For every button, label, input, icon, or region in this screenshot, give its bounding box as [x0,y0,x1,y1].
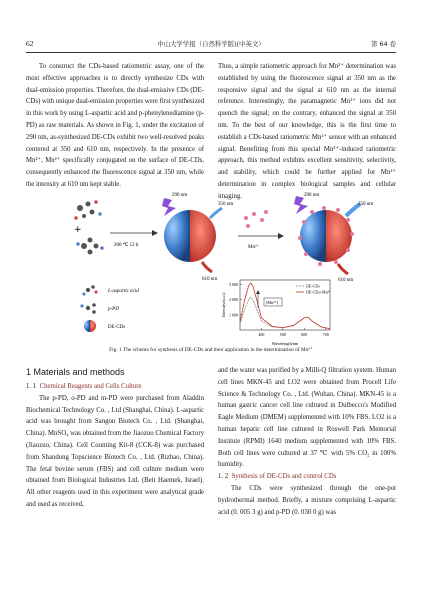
x-tick-label: 400 [258,332,265,337]
mn-annotation-label: [Mn²⁺] [266,300,279,305]
subsection-1-2-number: 1. 2 [218,473,229,481]
legend-series-decds-mn: DE-CDs+Mn²⁺ [306,289,331,295]
figure-1-scheme [40,188,390,348]
legend-series-decds: DE-CDs [306,283,320,289]
mn-arrow [238,233,284,239]
reaction-condition-label: 200 ℃ 12 h [114,243,139,248]
label-350-left: 350 nm [218,202,234,207]
legend-aspartic-label: L-aspartic acid [108,289,139,294]
intro-paragraph-right: Thus, a simple ratiometric approach for Mn²⁺ determination was established by using the fluorescence signal at 350 nm as the responsive signal and the signal at 610 nm as the internal reference. Interestingly, the paramagnetic Mn²⁺ ions did not quench the signal; on the contrary, enhanced the signal at 350 nm. To the best of our knowledge, this is the first time to establish a CDs-based ratiometric Mn²⁺ sensor with an enhanced signal. Benefiting from this special Mn²⁺-induced ratiometric approach, this method exhibits excellent sensitivity, selectivity, and stability, which could be further applied for Mn²⁺ determination in complex biological samples and cellular imaging. [218,63,396,200]
running-header [26,38,396,50]
figure-caption: Fig. 1 The scheme for synthesis of DE-CDs and their application in the determination of Mn²⁺ [109,347,313,353]
legend-decds-icon [84,320,96,332]
subsection-1-1-title [26,381,204,393]
de-cd-particle-left [164,210,216,262]
lightning-icon-right [294,196,308,214]
x-tick-label: 700 [322,332,329,337]
legend-ppd-icon [80,303,95,314]
x-tick-labels [258,328,328,337]
label-290-right: 290 nm [304,193,320,198]
x-tick-label: 500 [279,332,286,337]
methods-left-column [26,365,204,511]
legend-ppd-label: p-PD [108,307,119,312]
y-tick-label: 2 000 [229,297,238,303]
reaction-arrow [110,230,158,236]
legend-aspartic-icon [82,285,97,295]
section-title: 1 Materials and methods [26,367,125,377]
emission-spectrum-chart [221,280,331,346]
lightning-icon [162,198,176,216]
page-number: 62 [26,39,34,48]
header-rule [26,52,396,53]
label-350-right: 350 nm [358,202,374,207]
y-tick-label: 3 000 [229,282,238,288]
intro-left-column [26,61,204,191]
y-axis-label: Intensity/(a.u.) [221,292,226,318]
label-610-right: 610 nm [338,278,354,283]
label-290-left: 290 nm [172,193,188,198]
emission-arrow-red-icon [202,262,212,272]
volume-label: 第 64 卷 [371,40,396,48]
subsection-1-1-paragraph: The p-PD, o-PD and m-PD were purchased from Aladdin Biochemical Technology Co. , Ltd (Shanghai, China). L-aspartic acid was brought from Sangon Biotech Co. , Ltd. (Shanghai, China). MnSO₄ was obtained from the Jiaozuo Chemical Factory (Jiaozuo, China). Cell Counting Kit-8 (CCK-8) was purchased from Shandong Topscience Biotech Co. , Ltd. (Rizhao, China). The fetal bovine serum (FBS) and cell culture medium were obtained from Biological Industries Ltd. (Beit Haemek, Israel). All other reagents used in this experiment were analytical grade and used as received, [26,394,204,508]
legend-decds-label: DE-CDs [108,325,126,330]
journal-name: 中山大学学报（自然科学版)(中英文） [157,40,265,48]
label-610-left: 610 nm [202,277,218,282]
subsection-1-2-title [218,471,396,483]
x-tick-label: 600 [301,332,308,337]
subsection-1-2-paragraph: The CDs were synthesized through the one-pot hydrothermal method. Briefly, a mixture comprising L-aspartic acid (0. 005 3 g) and p-PD (0. 030 0 g) was [218,484,396,516]
mn-dots-group [244,210,268,228]
svg-text:+: + [74,225,82,235]
methods-right-column [218,365,396,518]
subsection-1-2-heading: Synthesis of DE-CDs and control CDs [231,473,337,481]
y-tick-label: 1 000 [229,312,238,318]
intro-paragraph-left: To construct the CDs-based ratiometric assay, one of the most effective approaches is to directly synthesize CDs with dual-emission properties. Therefore, the dual-emissive CDs (DE-CDs) with unique dual-emission properties were first synthesized in this work by using L-aspartic acid and p-phenylenediamine (p-PD) as raw materials. As shown in Fig. 1, under the excitation of 290 nm, as-synthesized DE-CDs exhibit two well-resolved peaks centered at 350 and 610 nm, respectively. In the presence of Mn²⁺, Mn²⁺ specifically conjugated on the surface of DE-CDs, consequently enhanced the fluorescence signal at 350 nm, while the intensity at 610 nm kept stable. [26,63,205,188]
precursor-molecules [74,200,104,254]
cell-lines-paragraph: and the water was purified by a Milli-Q filtration system. Human cell lines MKN-45 and LO2 were obtained from Procell Life Science & Technology Co. , Ltd. (Wuhan, China). MKN-45 is a human gastric cancer cell line cultured in Dulbecco's Modified Eagle Medium (DMEM) supplemented with 10% FBS. LO2 is a human hepatic cell line cultured in Roswell Park Memorial Institute (RPMI) 1640 medium supplemented with 10% FBS. Both cell lines were cultured at 37 ℃ with 5% CO₂ in 100% humidity. [218,367,396,469]
emission-arrow-blue-icon [210,208,222,218]
subsection-1-1-heading: Chemical Reagents and Cells Culture [39,383,142,390]
emission-arrow-red-right-icon [338,264,348,274]
mn-arrow-label: Mn²⁺ [248,245,260,250]
intro-right-column [218,61,396,203]
x-axis-label: Wavelength/nm [271,341,299,346]
subsection-1-1-number: 1. 1 [26,383,37,390]
